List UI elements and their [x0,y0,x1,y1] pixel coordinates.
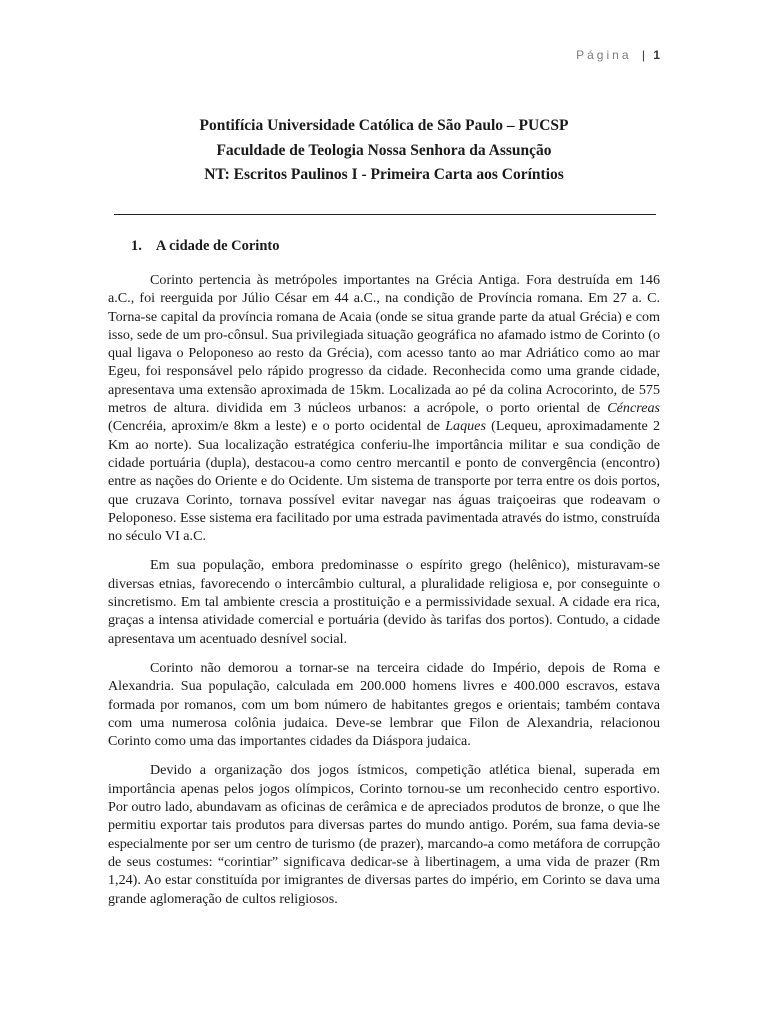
laques-term: Laques [445,418,486,435]
section-number: 1. [131,238,142,254]
document-body [108,271,660,919]
paragraph-1-text-a: Corinto pertencia às metrópoles importantes na Grécia Antiga. Fora destruída em 146 a.C., foi reerguida por Júlio César em 44 a.C., na condição de Província romana. Em 27 a. C. Torna-se capital da província romana de Acaia (onde se situa grande parte da atual Grécia) e com isso, sede de um pro-cônsul. Sua privilegiada situação geográfica no afamado istmo de Corinto (o qual ligava o Peloponeso ao resto da Grécia), com acesso tanto ao mar Adriático como ao mar Egeu, foi responsável pelo rápido progresso da cidade. Reconhecida como uma grande cidade, apresentava uma extensão aproximada de 15km. Localizada ao pé da colina Acrocorinto, de 575 metros de altura. dividida em 3 núcleos urbanos: a acrópole, o porto oriental de [108,272,660,417]
university-title: Pontifícia Universidade Católica de São Paulo – PUCSP [199,117,569,134]
page-separator: | [641,48,645,62]
page-header [576,48,660,62]
document-titles [108,114,660,188]
paragraph-4: Devido a organização dos jogos ístmicos, competição atlética bienal, superada em importância apenas pelos jogos olímpicos, Corinto tornou-se um reconhecido centro esportivo. Por outro lado, abundavam as oficinas de cerâmica e de apreciados produtos de bronze, o que lhe permitiu exportar tais produtos para diversas partes do mundo antigo. Porém, sua fama devia-se especialmente por ser um centro de turismo (de prazer), marcando-a como metáfora de corrupção de seus costumes: “corintiar” significava dedicar-se à libertinagem, a uma vida de prazer (Rm 1,24). Ao estar constituída por imigrantes de diversas partes do império, em Corinto se dava uma grande aglomeração de cultos religiosos. [108,762,660,907]
paragraph-2: Em sua população, embora predominasse o espírito grego (helênico), misturavam-se diversas etnias, favorecendo o intercâmbio cultural, a pluralidade religiosa e, por conseguinte o sincretismo. Em tal ambiente crescia a prostituição e a permissividade sexual. A cidade era rica, graças a intensa atividade comercial e portuária (devido às tarifas dos portos). Contudo, a cidade apresentava um acentuado desnível social. [108,557,660,647]
paragraph-3: Corinto não demorou a tornar-se na terceira cidade do Império, depois de Roma e Alexandria. Sua população, calculada em 200.000 homens livres e 400.000 escravos, estava formada por romanos, com um bom número de habitantes gregos e orientais; também contava com uma numerosa colônia judaica. Deve-se lembrar que Filon de Alexandria, relacionou Corinto como uma das importantes cidades da Diáspora judaica. [108,659,660,750]
paragraph-1 [108,271,660,545]
paragraph-1-text-b: (Cencréia, aproxim/e 8km a leste) e o porto ocidental de [108,418,446,435]
cencreas-term: Céncreas [607,400,660,417]
title-divider [114,214,656,215]
course-title: NT: Escritos Paulinos I - Primeira Carta aos Coríntios [204,166,564,183]
section-heading [131,238,279,255]
page-number: 1 [653,48,660,62]
paragraph-1-text-c: (Lequeu, aproximadamente 2 Km ao norte). Sua localização estratégica conferiu-lhe importância militar e sua condição de cidade portuária (dupla), destacou-a como centro mercantil e ponto de convergência (encontro) entre as nações do Oriente e do Ocidente. Um sistema de transporte por terra entre os dois portos, que cruzava Corinto, tornava possível evitar navegar nas águas traiçoeiras que rodeavam o Peloponeso. Esse sistema era facilitado por uma estrada pavimentada através do istmo, construída no século VI a.C. [108,418,660,545]
faculty-title: Faculdade de Teologia Nossa Senhora da Assunção [216,141,552,159]
section-title: A cidade de Corinto [155,238,280,254]
page-label: Página [576,48,632,62]
